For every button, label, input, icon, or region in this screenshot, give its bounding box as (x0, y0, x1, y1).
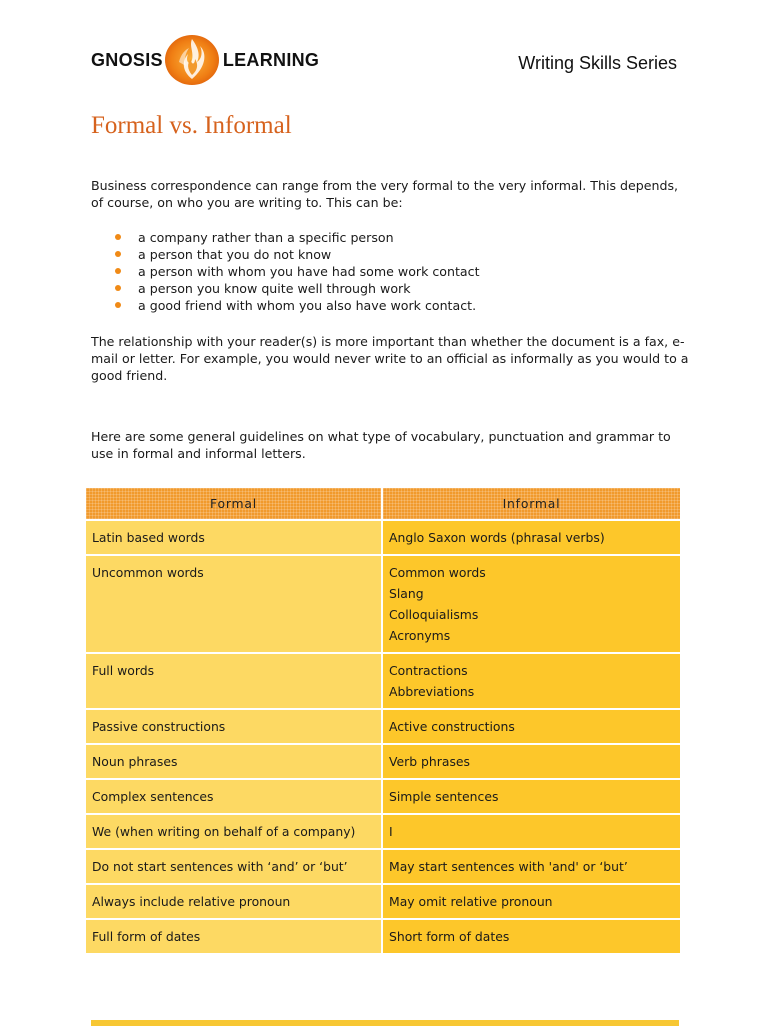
table-row (86, 779, 680, 814)
list-item-text: a company rather than a specific person (138, 230, 394, 245)
list-item-text: a person that you do not know (138, 247, 332, 262)
table-row (86, 814, 680, 849)
list-item-text: a person you know quite well through work (138, 281, 411, 296)
cell-text: Colloquialisms (389, 607, 479, 622)
orange-bullet-icon (115, 302, 121, 308)
recipient-list (91, 229, 480, 314)
table-row (86, 709, 680, 744)
formal-cell (86, 884, 382, 919)
formal-cell (86, 709, 382, 744)
cell-text: Uncommon words (92, 565, 204, 580)
cell-text: Simple sentences (389, 789, 499, 804)
table-row (86, 919, 680, 953)
formal-cell (86, 555, 382, 653)
formal-cell (86, 919, 382, 953)
cell-text: May start sentences with 'and' or ‘but’ (389, 859, 628, 874)
informal-cell (382, 884, 680, 919)
footer-bar (91, 1020, 679, 1026)
formal-cell (86, 814, 382, 849)
cell-text: Complex sentences (92, 789, 214, 804)
cell-text: Abbreviations (389, 684, 475, 699)
cell-text: Contractions (389, 663, 468, 678)
cell-text: Acronyms (389, 628, 451, 643)
series-title: Writing Skills Series (518, 53, 677, 73)
informal-cell (382, 653, 680, 709)
formal-cell (86, 653, 382, 709)
table-row (86, 520, 680, 555)
table-row (86, 555, 680, 653)
header-informal: Informal (382, 488, 680, 520)
table-row (86, 653, 680, 709)
header-formal: Formal (86, 488, 382, 520)
flame-spiral-logo-icon (161, 32, 223, 88)
formal-cell (86, 849, 382, 884)
cell-text: We (when writing on behalf of a company) (92, 824, 356, 839)
cell-text: Do not start sentences with ‘and’ or ‘but’ (92, 859, 348, 874)
list-item (91, 229, 480, 246)
informal-cell (382, 744, 680, 779)
table-header-row (86, 488, 680, 520)
table-row (86, 884, 680, 919)
list-item-text: a person with whom you have had some work contact (138, 264, 480, 279)
informal-cell (382, 709, 680, 744)
cell-text: Slang (389, 586, 424, 601)
formal-cell (86, 779, 382, 814)
cell-text: May omit relative pronoun (389, 894, 553, 909)
page-title: Formal vs. Informal (91, 112, 292, 139)
guidelines-paragraph: Here are some general guidelines on what type of vocabulary, punctuation and grammar to use in formal and informal letters. (91, 429, 671, 461)
cell-text: Full words (92, 663, 155, 678)
orange-bullet-icon (115, 234, 121, 240)
list-item (91, 263, 480, 280)
cell-text: Full form of dates (92, 929, 201, 944)
informal-cell (382, 520, 680, 555)
informal-cell (382, 919, 680, 953)
cell-text: Common words (389, 565, 486, 580)
gnosis-learning-logo (91, 32, 319, 88)
cell-text: Latin based words (92, 530, 205, 545)
list-item (91, 246, 480, 263)
informal-cell (382, 779, 680, 814)
orange-bullet-icon (115, 268, 121, 274)
formal-cell (86, 520, 382, 555)
list-item (91, 297, 480, 314)
informal-cell (382, 849, 680, 884)
cell-text: Verb phrases (389, 754, 470, 769)
logo-word-right: LEARNING (222, 49, 320, 70)
cell-text: Noun phrases (92, 754, 178, 769)
formal-informal-table (86, 488, 680, 953)
cell-text: Short form of dates (389, 929, 510, 944)
list-item-text: a good friend with whom you also have work contact. (138, 298, 477, 313)
cell-text: I (389, 824, 393, 839)
table-row (86, 744, 680, 779)
informal-cell (382, 555, 680, 653)
orange-bullet-icon (115, 251, 121, 257)
orange-bullet-icon (115, 285, 121, 291)
cell-text: Active constructions (389, 719, 515, 734)
intro-paragraph: Business correspondence can range from the very formal to the very informal. This depends, of course, on who you are writing to. This can be: (91, 178, 679, 210)
informal-cell (382, 814, 680, 849)
logo-word-left: GNOSIS (91, 49, 163, 70)
cell-text: Always include relative pronoun (92, 894, 291, 909)
list-item (91, 280, 480, 297)
table-row (86, 849, 680, 884)
cell-text: Anglo Saxon words (phrasal verbs) (389, 530, 605, 545)
page-header (91, 32, 681, 88)
formal-cell (86, 744, 382, 779)
cell-text: Passive constructions (92, 719, 226, 734)
relationship-paragraph: The relationship with your reader(s) is more important than whether the document is a fax, e-mail or letter. For example, you would never write to an official as informally as you would to a good friend. (91, 334, 689, 383)
